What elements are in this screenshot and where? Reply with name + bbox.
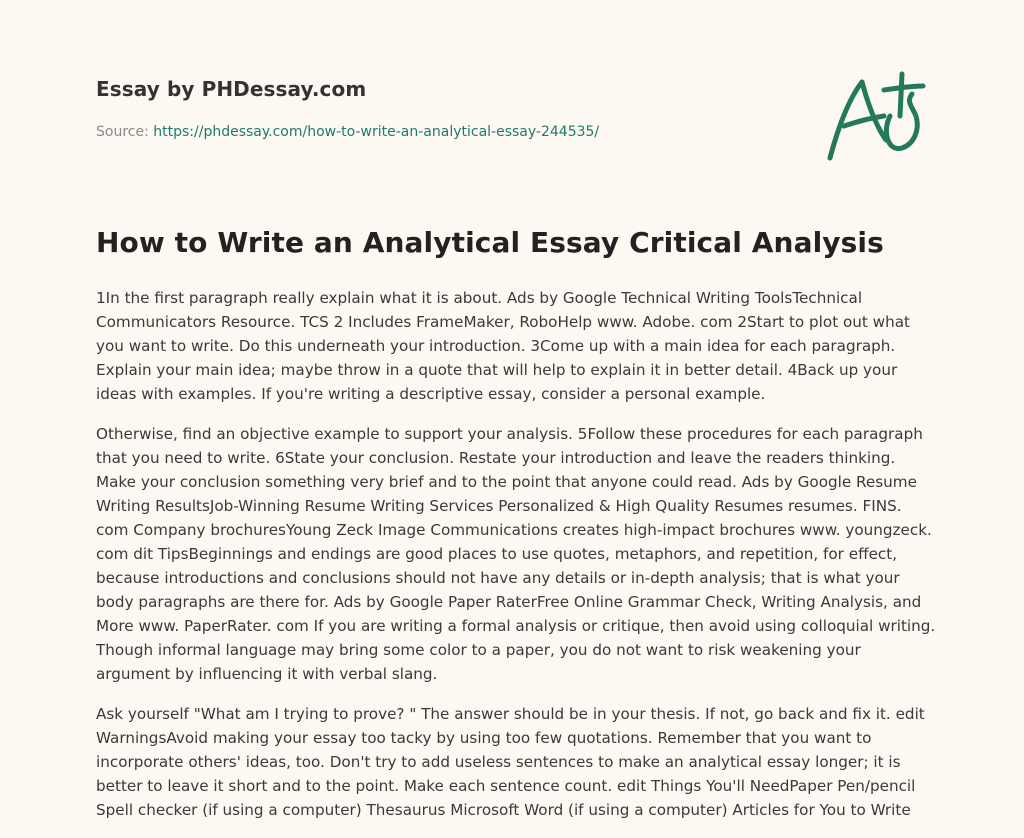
- paragraph: Otherwise, find an objective example to support your analysis. 5Follow these procedures for each paragraph that you need to write. 6State your conclusion. Restate your introduction and leave the readers thinking. Make your conclusion something very brief and to the point that anyone could read. Ads by Google Resume Writing ResultsJob-Winning Resume Writing Services Personalized & High Quality Resumes resumes. FINS. com Company brochuresYoung Zeck Image Communications creates high-impact brochures www. youngzeck. com dit TipsBeginnings and endings are good places to use quotes, metaphors, and repetition, for effect, because introductions and conclusions should not have any details or in-depth analysis; that is what your body paragraphs are there for. Ads by Google Paper RaterFree Online Grammar Check, Writing Analysis, and More www. PaperRater. com If you are writing a formal analysis or critique, then avoid using colloquial writing. Though informal language may bring some color to a paper, you do not want to risk weakening your argument by influencing it with verbal slang.: [96, 425, 936, 683]
- article-body: [96, 286, 936, 838]
- paragraph: 1In the first paragraph really explain what it is about. Ads by Google Technical Writing ToolsTechnical Communicators Resource. TCS 2 Includes FrameMaker, RoboHelp www. Adobe. com 2Start to plot out what you want to write. Do this underneath your introduction. 3Come up with a main idea for each paragraph. Explain your main idea; maybe throw in a quote that will help to explain it in better detail. 4Back up your ideas with examples. If you're writing a descriptive essay, consider a personal example.: [96, 289, 910, 403]
- source-link[interactable]: https://phdessay.com/how-to-write-an-analytical-essay-244535/: [153, 124, 600, 140]
- source-line: [96, 124, 599, 140]
- paragraph: Ask yourself "What am I trying to prove? " The answer should be in your thesis. If not, go back and fix it. edit WarningsAvoid making your essay too tacky by using too few quotations. Remember that you want to incorporate others' ideas, too. Don't try to add useless sentences to make an analytical essay longer; it is better to leave it short and to the point. Make each sentence count. edit Things You'll NeedPaper Pen/pencil Spell checker (if using a computer) Thesaurus Microsoft Word (if using a computer) Articles for You to Write: [96, 705, 925, 819]
- a-plus-logo: [820, 68, 930, 168]
- a-plus-logo-icon: [820, 68, 930, 168]
- page-title: How to Write an Analytical Essay Critical Analysis: [96, 226, 884, 259]
- source-label: Source:: [96, 124, 149, 140]
- site-brand: Essay by PHDessay.com: [96, 77, 367, 101]
